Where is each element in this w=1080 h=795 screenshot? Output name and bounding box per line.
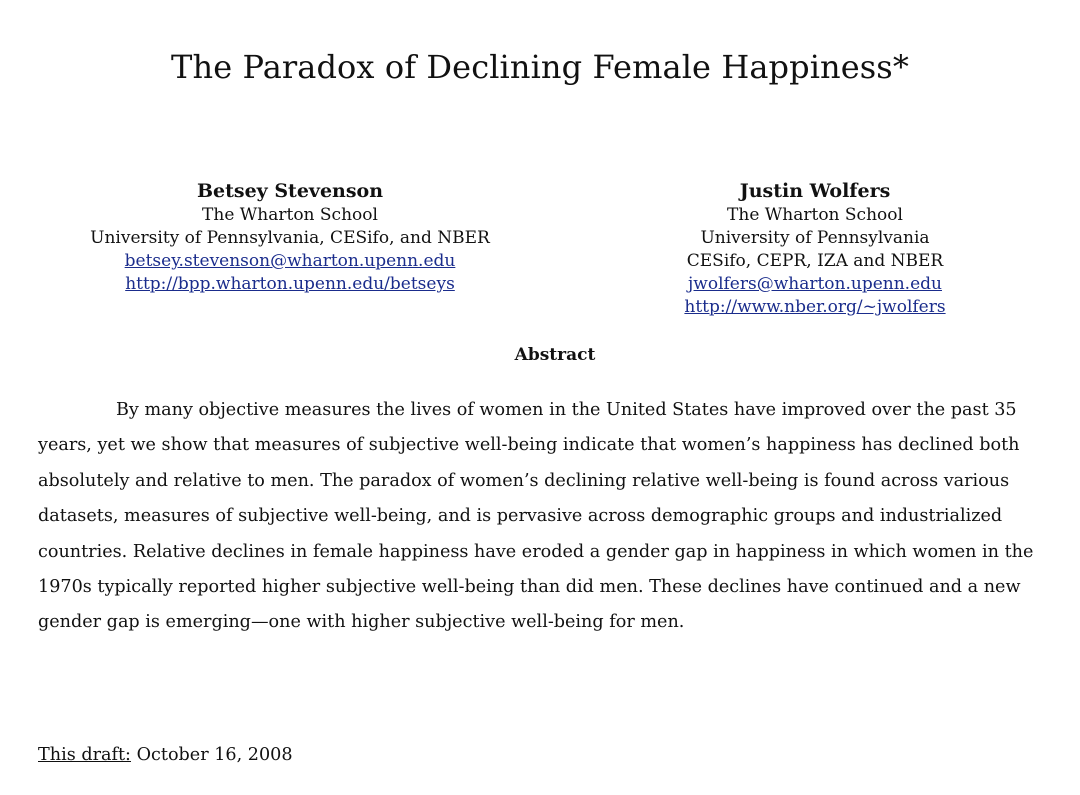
author-affiliation: University of Pennsylvania (700, 228, 930, 248)
author-homepage-link[interactable]: http://bpp.wharton.upenn.edu/betseys (125, 274, 455, 294)
paper-title: The Paradox of Declining Female Happiness* (171, 48, 909, 86)
author-affiliation: The Wharton School (202, 205, 378, 225)
abstract-heading: Abstract (514, 345, 596, 365)
draft-date-line (38, 745, 293, 765)
author-name: Betsey Stevenson (196, 180, 384, 202)
author-name: Justin Wolfers (739, 180, 891, 202)
author-affiliation: CESifo, CEPR, IZA and NBER (686, 251, 944, 271)
author-affiliation: The Wharton School (727, 205, 903, 225)
author-block-wolfers (590, 178, 1040, 319)
abstract-text: By many objective measures the lives of women in the United States have improved over the past 35 years, yet we show that measures of subjective well-being indicate that women’s happiness has declined both absolutely and relative to men. The paradox of women’s declining relative well-being is found across various datasets, measures of subjective well-being, and is pervasive across demographic groups and industrialized countries. Relative declines in female happiness have eroded a gender gap in happiness in which women in the 1970s typically reported higher subjective well-being than did men. These declines have continued and a new gender gap is emerging—one with higher subjective well-being for men. (38, 400, 1034, 633)
author-email-link[interactable]: jwolfers@wharton.upenn.edu (688, 274, 942, 294)
author-affiliation: University of Pennsylvania, CESifo, and NBER (90, 228, 490, 248)
author-email-link[interactable]: betsey.stevenson@wharton.upenn.edu (124, 251, 456, 271)
author-block-stevenson (35, 178, 545, 296)
draft-date: October 16, 2008 (136, 745, 293, 765)
author-homepage-link[interactable]: http://www.nber.org/~jwolfers (684, 297, 946, 317)
draft-label: This draft: (38, 745, 131, 765)
